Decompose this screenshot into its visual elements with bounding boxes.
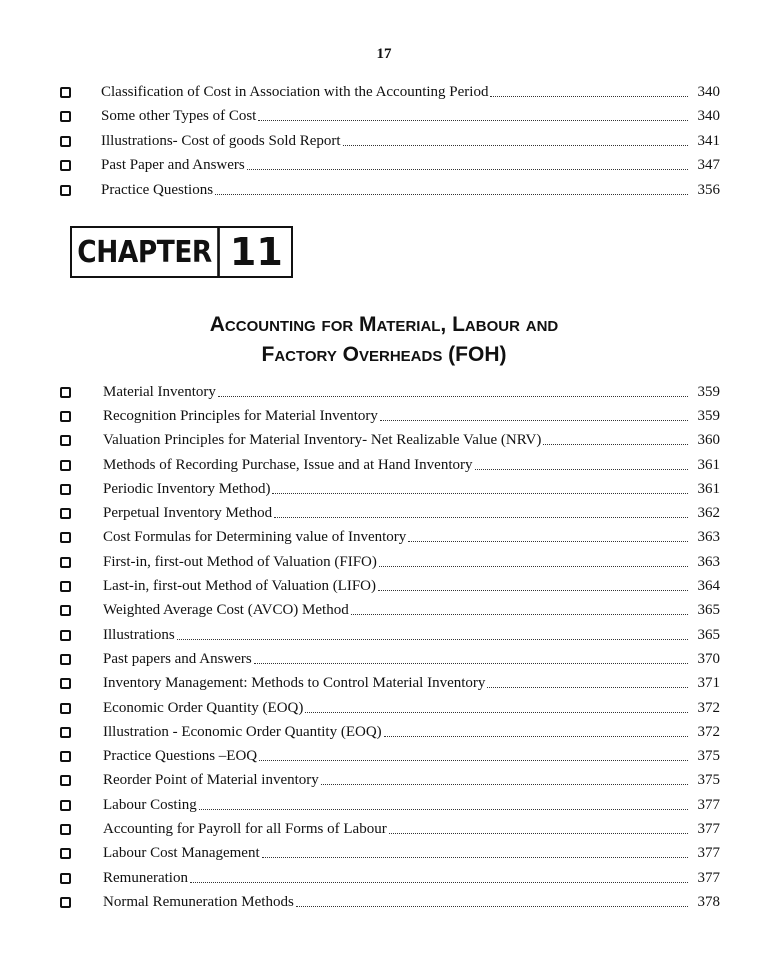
dot-leader xyxy=(351,614,688,615)
toc-entry-page: 377 xyxy=(697,845,720,862)
toc-entry-page: 378 xyxy=(697,893,720,910)
checkbox-bullet-icon xyxy=(60,532,71,543)
toc-entry-page: 356 xyxy=(697,181,720,198)
dot-leader xyxy=(296,906,688,907)
toc-entry xyxy=(60,599,720,623)
toc-entry-title: Illustrations- Cost of goods Sold Report xyxy=(101,132,341,149)
toc-entry xyxy=(60,890,720,914)
chapter-number: 11 xyxy=(229,230,283,274)
toc-entry xyxy=(60,744,720,768)
toc-entry-title: Reorder Point of Material inventory xyxy=(103,772,319,789)
checkbox-bullet-icon xyxy=(60,800,71,811)
toc-entry xyxy=(60,550,720,574)
toc-entry-title: Some other Types of Cost xyxy=(101,108,257,125)
toc-entry-title: Normal Remuneration Methods xyxy=(103,893,294,910)
toc-entry-page: 372 xyxy=(697,699,720,716)
toc-entry xyxy=(60,526,720,550)
dot-leader xyxy=(305,712,688,713)
toc-entry-title: Material Inventory xyxy=(103,383,216,400)
toc-entry-title: Methods of Recording Purchase, Issue and at Hand Inventory xyxy=(103,456,473,473)
toc-entry xyxy=(60,574,720,598)
checkbox-bullet-icon xyxy=(60,111,71,122)
checkbox-bullet-icon xyxy=(60,678,71,689)
toc-entry-title: Illustrations xyxy=(103,626,175,643)
checkbox-bullet-icon xyxy=(60,654,71,665)
toc-entry-title: Illustration - Economic Order Quantity (EOQ) xyxy=(103,723,382,740)
checkbox-bullet-icon xyxy=(60,435,71,446)
toc-entry xyxy=(60,817,720,841)
checkbox-bullet-icon xyxy=(60,557,71,568)
checkbox-bullet-icon xyxy=(60,460,71,471)
toc-entry xyxy=(60,793,720,817)
checkbox-bullet-icon xyxy=(60,630,71,641)
checkbox-bullet-icon xyxy=(60,775,71,786)
toc-entry-title: Practice Questions –EOQ xyxy=(103,748,258,765)
toc-entry-page: 377 xyxy=(697,796,720,813)
checkbox-bullet-icon xyxy=(60,824,71,835)
toc-entry xyxy=(60,477,720,501)
dot-leader xyxy=(272,493,688,494)
toc-entry-page: 372 xyxy=(697,723,720,740)
toc-entry xyxy=(60,866,720,890)
toc-list-previous-chapter xyxy=(60,80,720,203)
toc-entry-page: 377 xyxy=(697,820,720,837)
toc-entry-page: 377 xyxy=(697,869,720,886)
dot-leader xyxy=(378,590,688,591)
toc-entry-page: 375 xyxy=(697,772,720,789)
dot-leader xyxy=(259,760,688,761)
dot-leader xyxy=(215,194,688,195)
toc-entry xyxy=(60,404,720,428)
toc-entry-page: 340 xyxy=(697,83,720,100)
checkbox-bullet-icon xyxy=(60,484,71,495)
toc-entry-title: Past Paper and Answers xyxy=(101,157,245,174)
toc-entry-title: Practice Questions xyxy=(101,181,214,198)
dot-leader xyxy=(199,809,688,810)
toc-entry-title: Cost Formulas for Determining value of Inventory xyxy=(103,529,407,546)
toc-entry-page: 375 xyxy=(697,748,720,765)
toc-entry-title: Last-in, first-out Method of Valuation (LIFO) xyxy=(103,578,377,595)
checkbox-bullet-icon xyxy=(60,605,71,616)
dot-leader xyxy=(218,396,688,397)
dot-leader xyxy=(262,857,688,858)
dot-leader xyxy=(190,882,688,883)
checkbox-bullet-icon xyxy=(60,897,71,908)
toc-entry-page: 363 xyxy=(697,553,720,570)
toc-entry-title: Periodic Inventory Method) xyxy=(103,480,271,497)
dot-leader xyxy=(490,96,688,97)
checkbox-bullet-icon xyxy=(60,581,71,592)
toc-entry xyxy=(60,501,720,525)
checkbox-bullet-icon xyxy=(60,751,71,762)
chapter-title-line-2: Factory Overheads (FOH) xyxy=(261,343,507,366)
checkbox-bullet-icon xyxy=(60,873,71,884)
toc-entry-page: 365 xyxy=(697,602,720,619)
toc-entry xyxy=(60,178,720,203)
toc-entry-page: 363 xyxy=(697,529,720,546)
checkbox-bullet-icon xyxy=(60,136,71,147)
dot-leader xyxy=(379,566,688,567)
toc-entry-title: Valuation Principles for Material Inventory- Net Realizable Value (NRV) xyxy=(103,432,542,449)
toc-entry-title: Labour Costing xyxy=(103,796,197,813)
dot-leader xyxy=(408,541,688,542)
dot-leader xyxy=(389,833,688,834)
dot-leader xyxy=(247,169,688,170)
toc-entry xyxy=(60,623,720,647)
toc-entry xyxy=(60,647,720,671)
checkbox-bullet-icon xyxy=(60,185,71,196)
toc-entry-page: 341 xyxy=(697,132,720,149)
dot-leader xyxy=(321,784,688,785)
toc-entry xyxy=(60,154,720,179)
toc-entry-title: Past papers and Answers xyxy=(103,650,252,667)
toc-entry xyxy=(60,429,720,453)
toc-entry-title: Remuneration xyxy=(103,869,188,886)
toc-entry-title: Recognition Principles for Material Inventory xyxy=(103,407,378,424)
dot-leader xyxy=(258,120,688,121)
toc-entry-page: 371 xyxy=(697,675,720,692)
toc-entry-page: 364 xyxy=(697,578,720,595)
toc-entry-page: 359 xyxy=(697,383,720,400)
toc-entry-page: 362 xyxy=(697,505,720,522)
dot-leader xyxy=(543,444,688,445)
toc-entry-page: 365 xyxy=(697,626,720,643)
checkbox-bullet-icon xyxy=(60,848,71,859)
toc-entry-page: 347 xyxy=(697,157,720,174)
toc-entry-page: 360 xyxy=(697,432,720,449)
toc-entry xyxy=(60,453,720,477)
checkbox-bullet-icon xyxy=(60,703,71,714)
toc-entry-page: 361 xyxy=(697,480,720,497)
toc-entry xyxy=(60,105,720,130)
toc-list-chapter-11 xyxy=(60,380,720,915)
page-number: 17 xyxy=(376,46,392,62)
chapter-heading-box xyxy=(70,226,293,278)
toc-entry xyxy=(60,769,720,793)
dot-leader xyxy=(475,469,689,470)
dot-leader xyxy=(177,639,688,640)
toc-entry-title: First-in, first-out Method of Valuation (FIFO) xyxy=(103,553,377,570)
checkbox-bullet-icon xyxy=(60,87,71,98)
chapter-title xyxy=(0,310,768,370)
toc-entry-title: Labour Cost Management xyxy=(103,845,260,862)
toc-entry xyxy=(60,696,720,720)
dot-leader xyxy=(384,736,688,737)
toc-entry-title: Inventory Management: Methods to Control Material Inventory xyxy=(103,675,486,692)
toc-entry-page: 359 xyxy=(697,407,720,424)
dot-leader xyxy=(343,145,688,146)
toc-entry-page: 361 xyxy=(697,456,720,473)
toc-entry xyxy=(60,80,720,105)
toc-entry xyxy=(60,672,720,696)
chapter-label: CHAPTER xyxy=(72,228,220,276)
checkbox-bullet-icon xyxy=(60,411,71,422)
checkbox-bullet-icon xyxy=(60,387,71,398)
dot-leader xyxy=(254,663,688,664)
toc-entry xyxy=(60,129,720,154)
toc-entry xyxy=(60,380,720,404)
toc-entry-page: 370 xyxy=(697,650,720,667)
toc-entry xyxy=(60,842,720,866)
toc-entry-title: Classification of Cost in Association with the Accounting Period xyxy=(101,83,489,100)
dot-leader xyxy=(274,517,688,518)
dot-leader xyxy=(380,420,688,421)
checkbox-bullet-icon xyxy=(60,727,71,738)
toc-entry-title: Weighted Average Cost (AVCO) Method xyxy=(103,602,349,619)
dot-leader xyxy=(487,687,688,688)
toc-entry-page: 340 xyxy=(697,108,720,125)
toc-entry-title: Accounting for Payroll for all Forms of Labour xyxy=(103,820,387,837)
toc-entry xyxy=(60,720,720,744)
checkbox-bullet-icon xyxy=(60,160,71,171)
checkbox-bullet-icon xyxy=(60,508,71,519)
chapter-title-line-1: Accounting for Material, Labour and xyxy=(209,313,559,336)
toc-entry-title: Perpetual Inventory Method xyxy=(103,505,273,522)
toc-entry-title: Economic Order Quantity (EOQ) xyxy=(103,699,304,716)
